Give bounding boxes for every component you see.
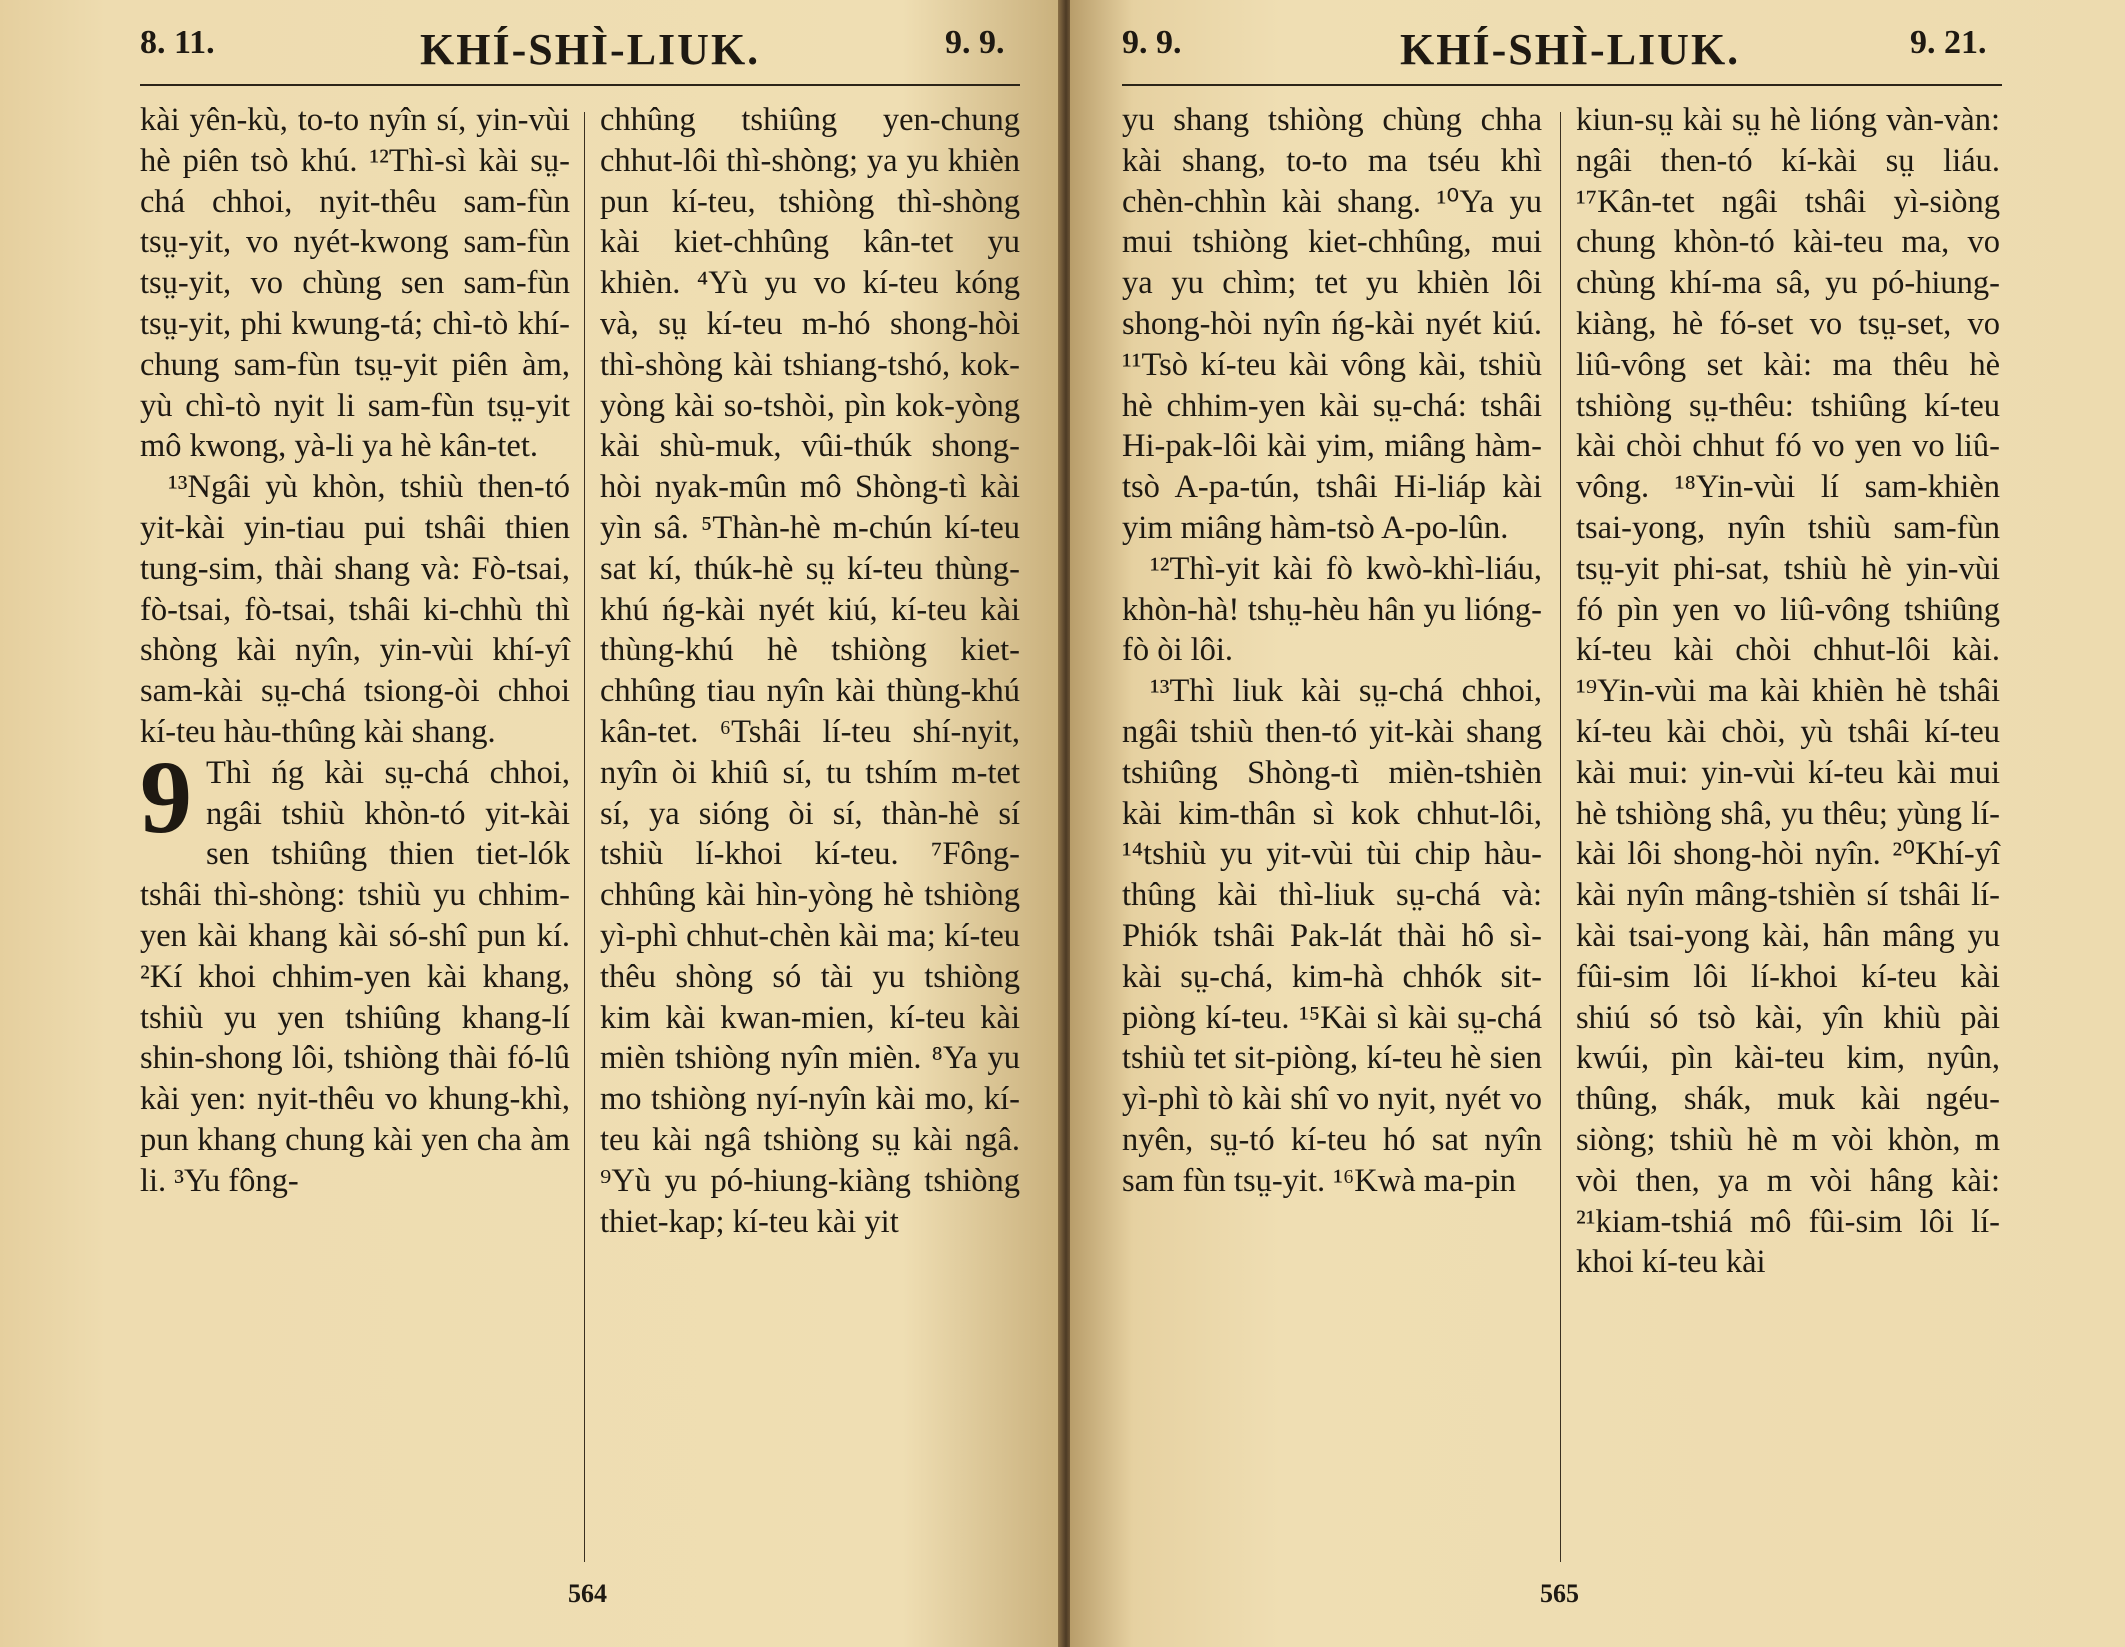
left-column-2 (600, 100, 1020, 1242)
right-column-divider (1560, 112, 1561, 1562)
right-col1-text: yu shang tshiòng chùng chha kài shang, to-to ma tséu khì chèn-chhìn kài shang. ¹⁰Ya yu mui tshiòng kiet-chhûng, mui ya yu chìm; tet yu khièn lôi shong-hòi nyîn ńg-kài nyét kiú. ¹¹Tsò kí-teu kài vông kài, tshiù hè chhim-yen kài sṳ-chá: tshâi Hi-pak-lôi kài yim, miâng hàm-tsò A-pa-tún, tshâi Hi-liáp kài yim miâng hàm-tsò A-po-lûn. (1122, 102, 1542, 546)
left-running-title: KHÍ-SHÌ-LIUK. (420, 25, 761, 74)
left-page-number: 564 (568, 1579, 607, 1608)
left-header-ref-end: 9. 9. (945, 24, 1005, 61)
right-header-ref-end: 9. 21. (1910, 24, 1987, 61)
right-page-number: 565 (1540, 1579, 1579, 1608)
chapter-number: 9 (140, 739, 192, 855)
left-col2-text: chhûng tshiûng yen-chung chhut-lôi thì-shòng; ya yu khièn pun kí-teu, tshiòng thì-shòng kài kiet-chhûng kân-tet yu khièn. ⁴Yù yu vo kí-teu kóng và, sṳ kí-teu m-hó shong-hòi thì-shòng kài tshiang-tshó, kok-yòng kài so-tshòi, pìn kok-yòng kài shù-muk, vûi-thúk shong-hòi nyak-mûn mô Shòng-tì kài yìn sâ. ⁵Thàn-hè m-chún kí-teu sat kí, thúk-hè sṳ kí-teu thùng-khú ńg-kài nyét kiú, kí-teu kài thùng-khú hè tshiòng kiet-chhûng tiau nyîn kài thùng-khú kân-tet. ⁶Tshâi lí-teu shí-nyit, nyîn òi khiû sí, tu tshím m-tet sí, ya sióng òi sí, thàn-hè sí tshiù lí-khoi kí-teu. ⁷Fông-chhûng kài hìn-yòng hè tshiòng yì-phì chhut-chèn kài ma; kí-teu thêu shòng só tài yu tshiòng kim kài kwan-mien, kí-teu kài mièn tshiòng nyîn mièn. ⁸Ya yu mo tshiòng nyí-nyîn kài mo, kí-teu kài ngâ tshiòng sṳ kài ngâ. ⁹Yù yu pó-hiung-kiàng tshiòng thiet-kap; kí-teu kài yit (600, 102, 1020, 1240)
left-col1-chapter9-text: Thì ńg kài sṳ-chá chhoi, ngâi tshiù khòn-tó yit-kài sen tshiûng thien tiet-lók tshâi thì-shòng: tshiù yu chhim-yen kài khang kài só-shî pun kí. ²Kí khoi chhim-yen kài khang, tshiù yu yen tshiûng khang-lí shin-shong lôi, tshiòng thài fó-lû kài yen: nyit-thêu vo khung-khì, pun khang chung kài yen cha àm li. ³Yu fông- (140, 754, 570, 1199)
right-col2-text: kiun-sṳ kài sṳ hè lióng vàn-vàn: ngâi then-tó kí-kài sṳ liáu. ¹⁷Kân-tet ngâi tshâi yì-siòng chung khòn-tó kài-teu ma, vo chùng khí-ma sâ, yu pó-hiung-kiàng, hè fó-set vo tsṳ-set, vo liû-vông set kài: ma thêu hè tshiòng sṳ-thêu: tshiûng kí-teu kài chòi chhut fó vo yen vo liû-vông. ¹⁸Yin-vùi lí sam-khièn tsai-yong, nyîn tshiù sam-fùn tsṳ-yit phi-sat, tshiù hè yin-vùi fó pìn yen vo liû-vông tshiûng kí-teu kài chòi chhut-lôi kài. ¹⁹Yin-vùi ma kài khièn hè tshâi kí-teu kài chòi, yù tshâi kí-teu kài mui: yin-vùi kí-teu kài mui hè tshiòng shâ, yu thêu; yùng lí-kài lôi shong-hòi nyîn. ²⁰Khí-yî kài nyîn mâng-tshièn sí tshâi lí-kài tsai-yong kài, hân mâng yu fûi-sim lôi lí-khoi kí-teu kài shiú só tsò kài, yîn khiù pài kwúi, pìn kài-teu kim, nyûn, thûng, shák, muk kài ngéu-siòng; tshiù hè m vòi khòn, m vòi then, ya m vòi hâng kài: ²¹kiam-tshiá mô fûi-sim lôi lí-khoi kí-teu kài (1576, 102, 2000, 1281)
left-page (0, 0, 1062, 1647)
right-col1-verse12: ¹²Thì-yit kài fò kwò-khì-liáu, khòn-hà! tshṳ-hèu hân yu lióng-fò òi lôi. (1122, 550, 1542, 669)
right-column-1 (1122, 100, 1542, 1202)
right-column-2 (1576, 100, 2000, 1283)
left-col1-verse13: ¹³Ngâi yù khòn, tshiù then-tó yit-kài yin-tiau pui tshâi thien tung-sim, thài shang và: Fò-tsai, fò-tsai, fò-tsai, tshâi ki-chhù thì shòng kài nyîn, yin-vùi khí-yî sam-kài sṳ-chá tsiong-òi chhoi kí-teu hàu-thûng kài shang. (140, 469, 570, 750)
left-col1-text: kài yên-kù, to-to nyîn sí, yin-vùi hè piên tsò khú. ¹²Thì-sì kài sṳ-chá chhoi, nyit-thêu sam-fùn tsṳ-yit, vo nyét-kwong sam-fùn tsṳ-yit, vo chùng sen sam-fùn tsṳ-yit, phi kwung-tá; chì-tò khí-chung sam-fùn tsṳ-yit piên àm, yù chì-tò nyit li sam-fùn tsṳ-yit mô kwong, yà-li ya hè kân-tet. (140, 102, 570, 465)
right-col1-verse13: ¹³Thì liuk kài sṳ-chá chhoi, ngâi tshiù then-tó yit-kài shang tshiûng Shòng-tì mièn-tshièn kài kim-thân sì kok chhut-lôi, ¹⁴tshiù yu yit-vùi tùi chip hàu-thûng kài thì-liuk sṳ-chá và: Phiók tshâi Pak-lát thài hô sì-kài sṳ-chá, kim-hà chhók sit-piòng kí-teu. ¹⁵Kài sì kài sṳ-chá tshiù tet sit-piòng, kí-teu hè sien yì-phì tò kài shî vo nyit, nyét vo nyên, sṳ-tó kí-teu hó sat nyîn sam fùn tsṳ-yit. ¹⁶Kwà ma-pin (1122, 673, 1542, 1199)
right-header-rule (1122, 84, 2002, 86)
right-page (1070, 0, 2125, 1647)
left-col1-chapter9 (140, 739, 570, 1202)
left-column-divider (584, 112, 585, 1562)
right-running-title: KHÍ-SHÌ-LIUK. (1400, 25, 1741, 74)
left-header-ref-start: 8. 11. (140, 24, 215, 61)
right-header-ref-start: 9. 9. (1122, 24, 1182, 61)
left-column-1 (140, 100, 570, 1202)
left-header-rule (140, 84, 1020, 86)
